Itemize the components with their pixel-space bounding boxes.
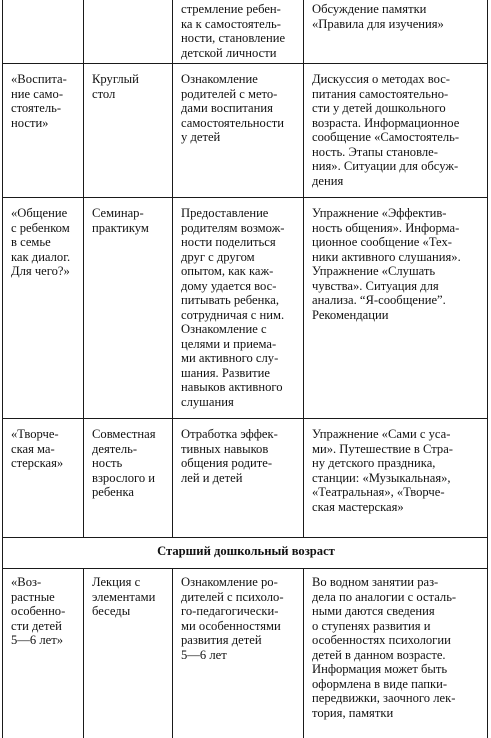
content-cell: Упражнение «Сами с уса- ми». Путешествие в Стра- ну детского праздника, станции: «Музыкальная», «Театральная», «Творче- ская мастерская» (304, 419, 488, 538)
form-cell: Совместная деятель- ность взрослого и ребенка (84, 419, 173, 538)
goal-cell: Отработка эффек- тивных навыков общения родите- лей и детей (173, 419, 304, 538)
topic-cell: «Творче- ская ма- стерская» (3, 419, 84, 538)
form-cell: Семинар- практикум (84, 198, 173, 419)
goal-cell: стремление ребен- ка к самостоятель- ности, становление детской личности (173, 0, 304, 64)
topic-cell (3, 0, 84, 64)
section-header-row (3, 538, 488, 569)
document-page (2, 0, 487, 738)
form-cell: Круглый стол (84, 64, 173, 198)
content-cell: Во водном занятии раз- дела по аналогии с осталь- ными даются сведения о ступенях развития и особенностях психологии детей в данном возрасте. Информация может быть оформлена в виде папки- передвижки, заочного лек- тория, памятки (304, 569, 488, 738)
table-row (3, 198, 488, 419)
content-cell: Упражнение «Эффектив- ность общения». Информа- ционное сообщение «Тех- ники активного слушания». Упражнение «Слушать чувства». Ситуация для анализа. “Я-сообщение”. Рекомендации (304, 198, 488, 419)
table-row (3, 0, 488, 64)
topic-cell: «Общение с ребенком в семье как диалог. Для чего?» (3, 198, 84, 419)
section-heading: Старший дошкольный возраст (3, 538, 488, 569)
table-row (3, 64, 488, 198)
goal-cell: Ознакомление ро- дителей с психоло- го-педагогически- ми особенностями развития детей 5—6 лет (173, 569, 304, 738)
table-row (3, 419, 488, 538)
topic-cell: «Воз- растные особенно- сти детей 5—6 лет» (3, 569, 84, 738)
form-cell: Лекция с элементами беседы (84, 569, 173, 738)
table-row (3, 569, 488, 738)
goal-cell: Ознакомление родителей с мето- дами воспитания самостоятельности у детей (173, 64, 304, 198)
parent-meetings-table (2, 0, 488, 738)
topic-cell: «Воспита- ние само- стоятель- ности» (3, 64, 84, 198)
content-cell: Дискуссия о методах вос- питания самостоятельно- сти у детей дошкольного возраста. Информационное сообщение «Самостоятель- ность. Этапы становле- ния». Ситуации для обсуж- дения (304, 64, 488, 198)
form-cell (84, 0, 173, 64)
goal-cell: Предоставление родителям возмож- ности поделиться друг с другом опытом, как каж- дому удается вос- питывать ребенка, сотрудничая с ним. Ознакомление с целями и приема- ми активного слу- шания. Развитие навыков активного слушания (173, 198, 304, 419)
content-cell: Обсуждение памятки «Правила для изучения» (304, 0, 488, 64)
